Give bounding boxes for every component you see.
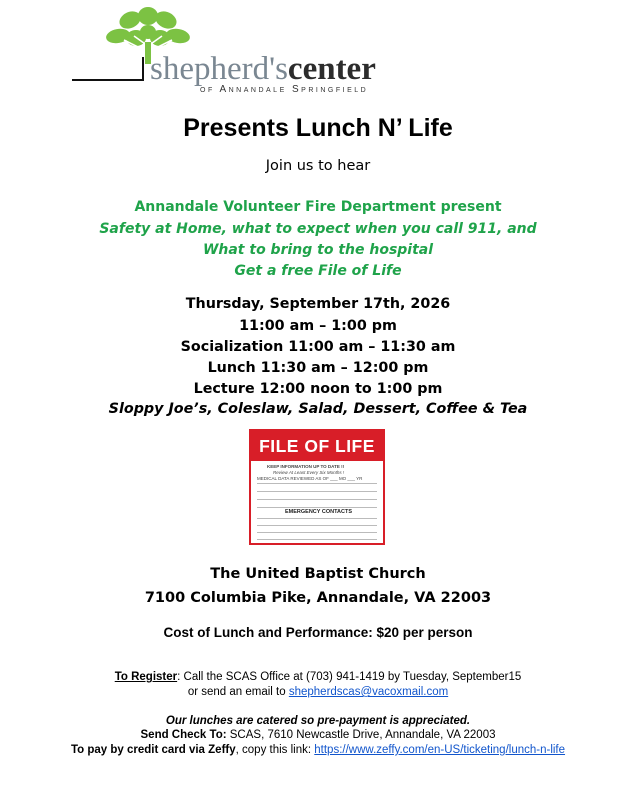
register-text: : Call the SCAS Office at (703) 941-1419 by Tuesday, September15 <box>177 671 522 683</box>
form-line <box>257 491 377 492</box>
venue-name: The United Baptist Church <box>210 566 426 582</box>
check-text: SCAS, 7610 Newcastle Drive, Annandale, VA 22003 <box>226 729 496 741</box>
venue-address: 7100 Columbia Pike, Annandale, VA 22003 <box>144 590 492 606</box>
payment-note: Our lunches are catered so pre-payment is appreciated. <box>165 715 471 727</box>
speaker-line-3: What to bring to the hospital <box>202 242 434 258</box>
file-of-life-emergency: EMERGENCY CONTACTS <box>285 509 353 515</box>
form-line <box>257 518 377 519</box>
form-line <box>257 525 377 526</box>
logo-subtitle: of Annandale Springfield <box>200 84 369 95</box>
form-line <box>257 483 377 484</box>
logo-name-suffix: center <box>287 51 376 87</box>
event-menu: Sloppy Joe’s, Coleslaw, Salad, Dessert, Coffee & Tea <box>108 401 528 417</box>
speaker-line-2: Safety at Home, what to expect when you call 911, and <box>99 221 537 237</box>
event-time: 11:00 am – 1:00 pm <box>239 318 397 334</box>
logo-underline <box>72 79 142 81</box>
register-email-link[interactable]: shepherdscas@vacoxmail.com <box>288 686 449 698</box>
form-line <box>257 532 377 533</box>
zeffy-text: , copy this link: <box>235 744 315 756</box>
join-text: Join us to hear <box>265 158 371 174</box>
file-of-life-header: FILE OF LIFE <box>251 431 383 461</box>
event-date: Thursday, September 17th, 2026 <box>185 296 451 312</box>
zeffy-label: To pay by credit card via Zeffy <box>70 744 236 756</box>
file-of-life-form <box>251 461 383 543</box>
file-of-life-keep-info: KEEP INFORMATION UP TO DATE !! <box>267 464 345 469</box>
speaker-line-1: Annandale Volunteer Fire Department present <box>134 199 502 215</box>
cost-line: Cost of Lunch and Performance: $20 per person <box>163 625 473 640</box>
register-email-prefix: or send an email to <box>187 686 289 698</box>
form-line <box>257 499 377 500</box>
register-line <box>0 670 636 684</box>
logo-wordmark <box>150 51 376 87</box>
form-line <box>257 507 377 508</box>
event-lunch: Lunch 11:30 am – 12:00 pm <box>207 360 429 376</box>
form-line <box>257 539 377 540</box>
logo-vertical-bar <box>142 57 144 81</box>
file-of-life-medical: MEDICAL DATA REVIEWED AS OF ___ MO ___ YR <box>257 476 363 481</box>
zeffy-line <box>0 743 636 757</box>
register-label: To Register <box>114 671 178 683</box>
file-of-life-review: Review At Least Every Six Months ! <box>273 470 345 475</box>
check-line <box>0 728 636 742</box>
event-lecture: Lecture 12:00 noon to 1:00 pm <box>193 381 443 397</box>
speaker-line-4: Get a free File of Life <box>234 263 402 279</box>
check-label: Send Check To: <box>140 729 227 741</box>
event-socialization: Socialization 11:00 am – 11:30 am <box>180 339 456 355</box>
zeffy-link[interactable]: https://www.zeffy.com/en-US/ticketing/lunch-n-life <box>314 744 566 756</box>
page-title: Presents Lunch N’ Life <box>183 114 453 142</box>
register-email-line <box>0 685 636 699</box>
logo-name-prefix: shepherd's <box>150 51 288 87</box>
file-of-life-card <box>249 429 385 545</box>
